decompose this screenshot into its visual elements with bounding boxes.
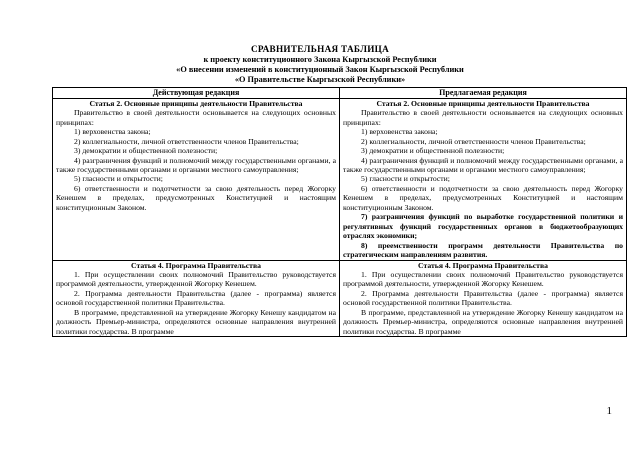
table-row-article-4 [53, 260, 627, 337]
list-item: 6) ответственности и подотчетности за свою деятельность перед Жогорку Кенешем в пределах, предусмотренных Конституцией и настоящим конституционным Законом. [343, 183, 623, 212]
paragraph: В программе, представленной на утверждение Жогорку Кенешу кандидатом на должность Премьер-министра, определяются основные направления внутренней политики государства. В программе [56, 307, 336, 336]
paragraph: 1. При осуществлении своих полномочий Правительство руководствуется программой деятельности, утвержденной Жогорку Кенешем. [343, 269, 623, 289]
new-list-item: 7) разграничения функций по выработке государственной политики и регулятивных функций государственных органов в бюджетообразующих отраслях экономики; [343, 212, 623, 241]
article-title: Статья 2. Основные принципы деятельности Правительства [376, 98, 590, 108]
title-line-4: «О Правительстве Кыргызской Республики» [234, 75, 406, 85]
table-header-row [53, 88, 627, 99]
article-intro: Правительство в своей деятельности основывается на следующих основных принципах: [343, 108, 623, 127]
list-item: 1) верховенства закона; [361, 127, 438, 137]
list-item: 5) гласности и открытости; [361, 174, 450, 184]
table-row-article-2 [53, 98, 627, 260]
document-title [0, 44, 640, 86]
paragraph: 1. При осуществлении своих полномочий Правительство руководствуется программой деятельности, утвержденной Жогорку Кенешем. [56, 269, 336, 289]
list-item: 3) демократии и общественной полезности; [361, 146, 505, 156]
page-number: 1 [606, 405, 612, 417]
list-item: 4) разграничения функций и полномочий между государственными органами, а также государственными органами и органами местного самоуправления; [343, 155, 623, 174]
title-line-1: СРАВНИТЕЛЬНАЯ ТАБЛИЦА [250, 44, 390, 54]
list-item: 3) демократии и общественной полезности; [74, 146, 218, 156]
list-item: 4) разграничения функций и полномочий между государственными органами, а также государственными органами и органами местного самоуправления; [56, 155, 336, 174]
header-proposed: Предлагаемая редакция [340, 88, 627, 99]
list-item: 2) коллегиальности, личной ответственности членов Правительства; [74, 136, 299, 146]
paragraph: В программе, представленной на утверждение Жогорку Кенешу кандидатом на должность Премьер-министра, определяются основные направления внутренней политики государства. В программе [343, 307, 623, 336]
list-item: 5) гласности и открытости; [74, 174, 163, 184]
list-item: 2) коллегиальности, личной ответственности членов Правительства; [361, 136, 586, 146]
paragraph: 2. Программа деятельности Правительства (далее - программа) является основой государственной политики Правительства. [56, 288, 336, 308]
article-title: Статья 4. Программа Правительства [418, 260, 548, 270]
title-line-2: к проекту конституционного Закона Кыргызской Республики [203, 55, 437, 64]
article-title: Статья 2. Основные принципы деятельности Правительства [89, 98, 303, 108]
paragraph: 2. Программа деятельности Правительства (далее - программа) является основой государственной политики Правительства. [343, 288, 623, 308]
article-title: Статья 4. Программа Правительства [131, 260, 261, 270]
list-item: 1) верховенства закона; [74, 127, 151, 137]
title-line-3: «О внесении изменений в конституционный Закон Кыргызской Республики [176, 65, 464, 75]
cell-proposed-article-2 [340, 98, 627, 260]
cell-proposed-article-4 [340, 260, 627, 337]
header-current: Действующая редакция [53, 88, 340, 99]
cell-current-article-4 [53, 260, 340, 337]
list-item: 6) ответственности и подотчетности за свою деятельность перед Жогорку Кенешем в пределах, предусмотренных Конституцией и настоящим конституционным Законом. [56, 183, 336, 212]
article-intro: Правительство в своей деятельности основывается на следующих основных принципах: [56, 108, 336, 127]
new-list-item: 8) преемственности программ деятельности Правительства по стратегическим направлениям развития. [343, 240, 623, 260]
cell-current-article-2 [53, 98, 340, 260]
comparison-table [52, 87, 627, 337]
